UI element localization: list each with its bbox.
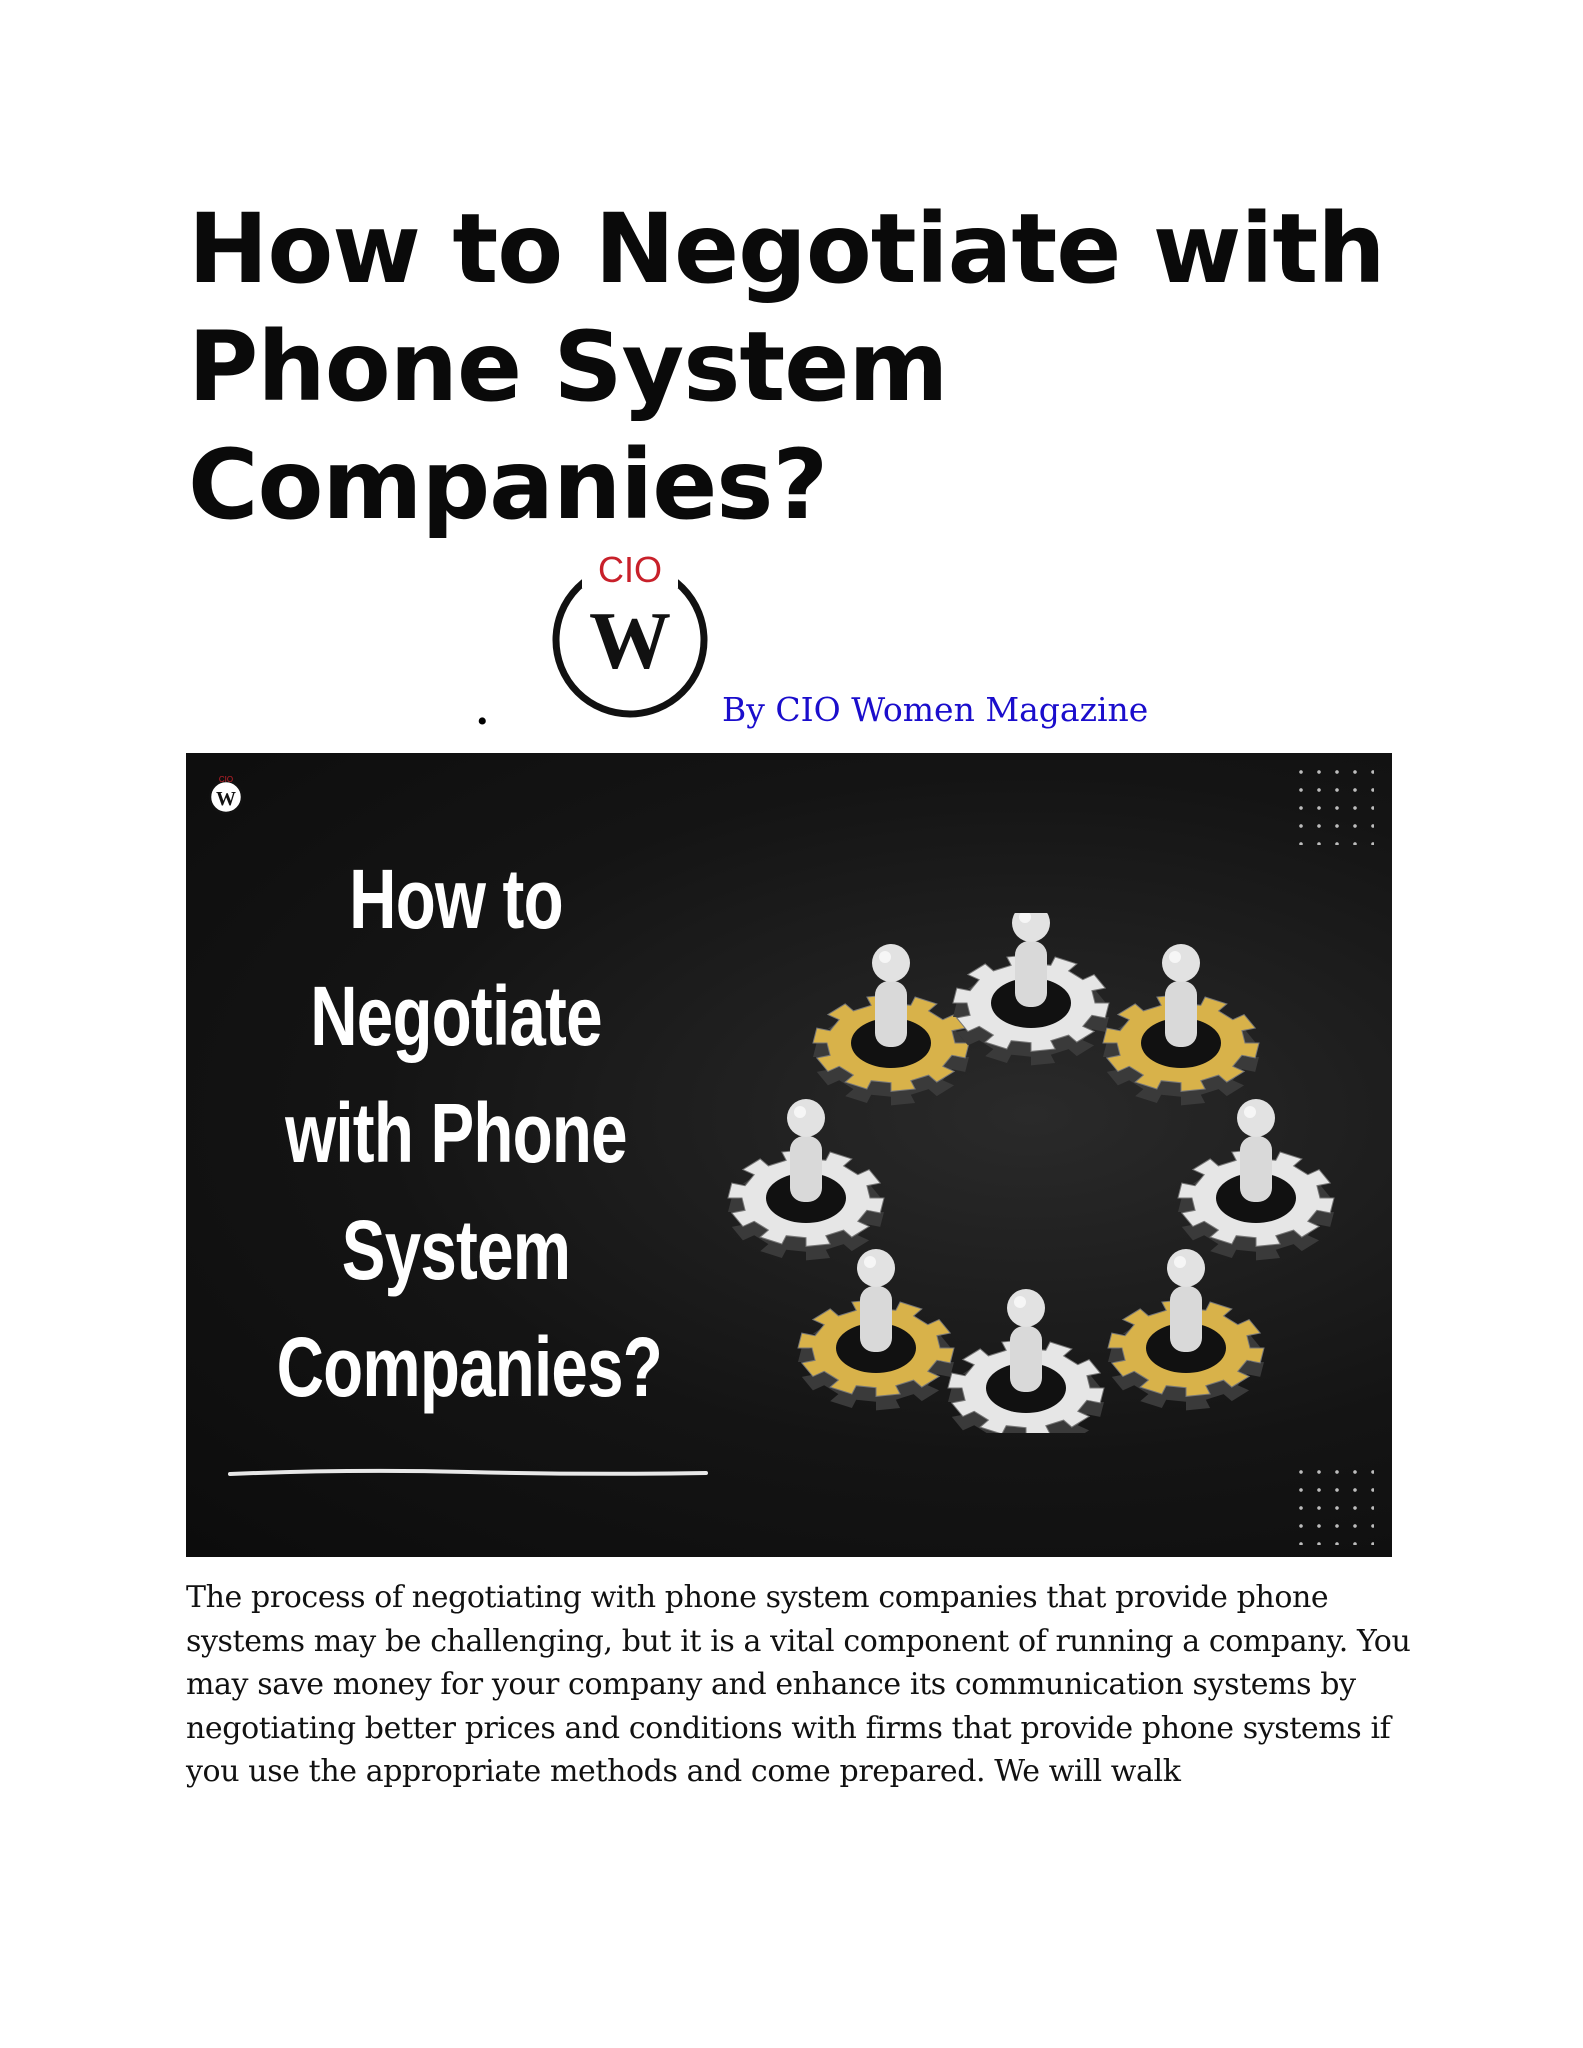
hero-logo-w-letter: W [216,788,236,810]
gears-people-illustration-icon [686,913,1366,1433]
hero-title-line: How to [349,852,563,946]
gear-icon [948,1289,1104,1433]
gear-icon [1108,1249,1264,1410]
brush-underline [228,1468,708,1478]
logo-cio-text: CIO [597,549,663,590]
hero-logo-cio-text: CIO [218,775,234,784]
hero-logo-icon [204,773,248,817]
hero-title-line: Negotiate [310,969,602,1063]
gear-icon [728,1099,884,1260]
gear-icon [813,944,969,1105]
hero-title-line: with Phone [285,1086,627,1180]
gear-icon [1103,944,1259,1105]
gear-icon [798,1249,954,1410]
article-title: How to Negotiate with Phone System Companies? [188,193,1385,541]
byline-bullet: • [477,705,488,738]
decorative-dots-bottom [1292,1463,1374,1545]
cio-women-logo-icon [540,540,720,720]
hero-image [186,753,1392,1557]
gear-icon [1178,1099,1334,1260]
logo-w-letter: W [589,595,671,686]
hero-title-line: System [341,1203,571,1297]
hero-title-line: Companies? [276,1320,662,1414]
gear-icon [953,913,1109,1065]
hero-title [276,841,662,1426]
article-body: The process of negotiating with phone system companies that provide phone systems may be challenging, but it is a vital component of running a company. You may save money for your company and enhance its communication systems by negotiating better prices and conditions with firms that provide phone systems if you use the appropriate methods and come prepared. We will walk [186,1580,1411,1789]
decorative-dots-top [1292,763,1374,845]
byline-row [0,540,1583,740]
author-link[interactable]: By CIO Women Magazine [722,690,1149,729]
